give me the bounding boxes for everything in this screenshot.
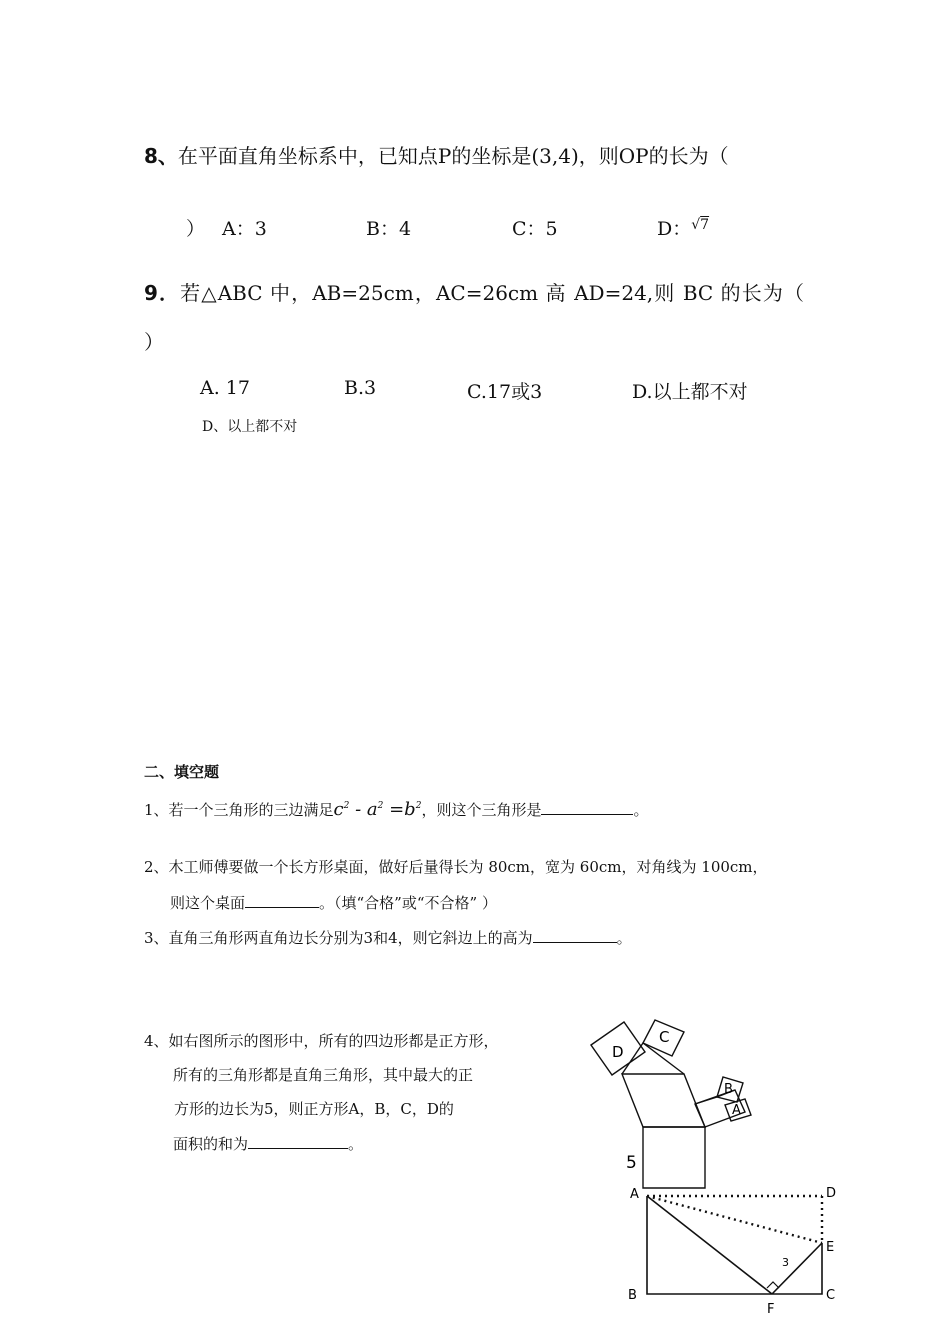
fill-2-blank[interactable] [245,893,319,908]
fill-2-line2 [170,892,497,913]
rect-label-e: E [826,1240,835,1255]
question-9-number: 9． [144,281,181,305]
fill-3 [144,927,632,948]
largest-square [643,1127,705,1188]
label-a: A [732,1103,741,1118]
rect-label-b: B [628,1288,637,1303]
option-9d: D.以上都不对 [632,381,748,403]
fill-1-end: 。 [633,801,649,819]
label-c: C [659,1028,670,1046]
question-9-stem: 若△ABC 中，AB=25cm，AC=26cm 高 AD=24,则 BC 的长为（ [180,281,805,305]
fill-2-line1: 2、木工师傅要做一个长方形桌面，做好后量得长为 80cm，宽为 60cm，对角线为 100cm， [144,858,768,876]
question-8-number: 8、 [144,144,178,168]
question-8-close-paren: ） [186,218,206,240]
fill-1 [144,799,648,820]
fill-1-post: ，则这个三角形是 [421,801,542,819]
option-8d-label: D： [657,218,692,240]
rect-label-a: A [630,1187,639,1202]
rect-label-d: D [826,1186,837,1201]
fill-3-end: 。 [616,929,632,947]
option-9c: C.17或3 [467,381,543,403]
fill-4-line2: 所有的三角形都是直角三角形，其中最大的正 [173,1066,474,1084]
option-9a: A. 17 [200,377,250,399]
question-9-close-paren: ） [144,330,164,354]
rect-label-3: 3 [782,1256,789,1269]
fold-line-af [647,1196,772,1294]
left-middle-square [622,1074,705,1127]
fold-line-fe [772,1243,822,1294]
fill-2-post: 。（填“合格”或“不合格” ） [319,894,497,912]
fill-2-pre: 则这个桌面 [170,894,246,912]
rect-label-c: C [826,1288,836,1303]
section-2-title: 二、填空题 [144,763,220,781]
option-8b: B：4 [366,218,412,240]
rectangle-solid-sides [647,1196,822,1294]
fill-4-end: 。 [348,1135,364,1153]
rectangle-fold-figure [620,1180,840,1320]
option-9b: B.3 [344,377,377,399]
question-9-extra-note: D、以上都不对 [202,419,298,435]
dotted-ae [647,1196,822,1243]
fill-4-line3: 方形的边长为5，则正方形A，B，C，D的 [174,1100,454,1118]
formula-c2-a2-b2: $c^2 - a^2 =b^2$ [333,799,422,820]
rect-label-f: F [767,1302,775,1317]
question-8-line1 [144,140,729,169]
question-8-options [186,214,205,241]
fill-3-pre: 3、直角三角形两直角边长分别为3和4，则它斜边上的高为 [144,929,533,947]
option-8d [657,214,709,241]
question-8-stem: 在平面直角坐标系中，已知点P的坐标是(3,4)，则OP的长为（ [177,144,729,168]
fill-1-pre: 1、若一个三角形的三边满足 [144,801,334,819]
right-angle-mark [767,1282,779,1288]
question-9-line1 [144,277,804,306]
fill-3-blank[interactable] [533,928,617,943]
fill-4-line1: 4、如右图所示的图形中，所有的四边形都是正方形， [144,1032,499,1050]
fill-4-blank[interactable] [248,1134,348,1149]
sqrt-value: 7 [700,217,710,233]
label-d: D [612,1043,624,1061]
fill-4-line4 [173,1133,363,1154]
option-8c: C：5 [512,218,558,240]
label-5: 5 [626,1153,637,1173]
sqrt-symbol: √7 [691,217,710,233]
label-b: B [724,1082,733,1097]
option-8a: A：3 [222,218,267,240]
fill-4-pre: 面积的和为 [173,1135,249,1153]
fill-1-blank[interactable] [541,800,633,815]
squares-figure [570,1010,770,1190]
